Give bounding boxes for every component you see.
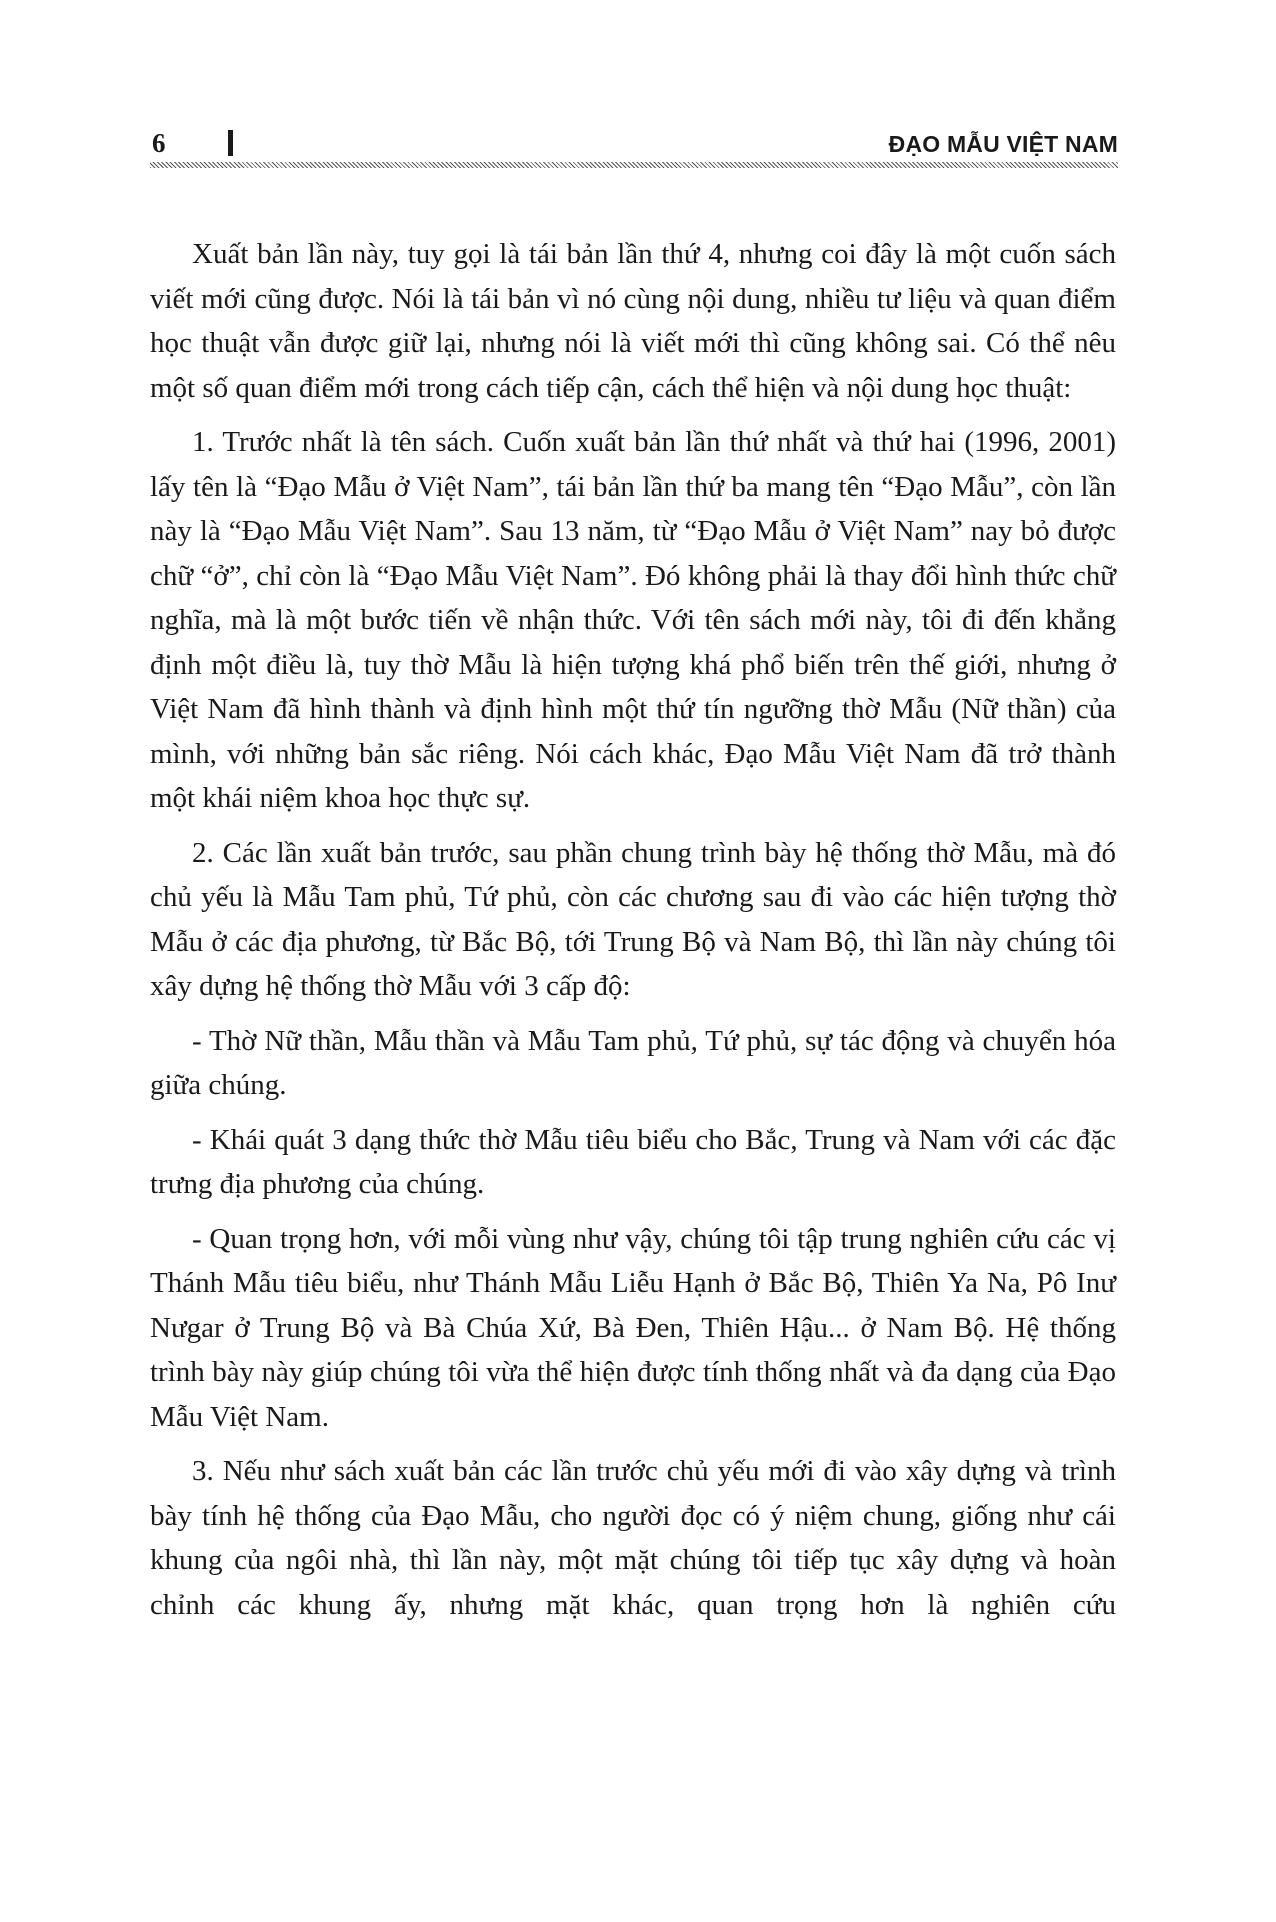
paragraph-intro: Xuất bản lần này, tuy gọi là tái bản lần thứ 4, nhưng coi đây là một cuốn sách viết mới cũng được. Nói là tái bản vì nó cùng nội dung, nhiều tư liệu và quan điểm học thuật vẫn được giữ lại, nhưng nói là viết mới thì cũng không sai. Có thể nêu một số quan điểm mới trong cách tiếp cận, cách thể hiện và nội dung học thuật: [150,238,1116,404]
paragraph-bullet-2: - Khái quát 3 dạng thức thờ Mẫu tiêu biểu cho Bắc, Trung và Nam với các đặc trưng địa phương của chúng. [150,1123,1116,1200]
paragraph-bullet-3: - Quan trọng hơn, với mỗi vùng như vậy, chúng tôi tập trung nghiên cứu các vị Thánh Mẫu tiêu biểu, như Thánh Mẫu Liễu Hạnh ở Bắc Bộ, Thiên Ya Na, Pô Inư Nưgar ở Trung Bộ và Bà Chúa Xứ, Bà Đen, Thiên Hậu... ở Nam Bộ. Hệ thống trình bày này giúp chúng tôi vừa thể hiện được tính thống nhất và đa dạng của Đạo Mẫu Việt Nam. [150,1222,1116,1433]
paragraph-point-3: 3. Nếu như sách xuất bản các lần trước chủ yếu mới đi vào xây dựng và trình bày tính hệ thống của Đạo Mẫu, cho người đọc có ý niệm chung, giống như cái khung của ngôi nhà, thì lần này, một mặt chúng tôi tiếp tục xây dựng và hoàn chỉnh các khung ấy, nhưng mặt khác, quan trọng hơn là nghiên cứu [150,1455,1116,1621]
page-number: 6 [152,128,166,158]
page-header [150,126,1118,166]
page-body [150,232,1116,1637]
paragraph-bullet-1: - Thờ Nữ thần, Mẫu thần và Mẫu Tam phủ, Tứ phủ, sự tác động và chuyển hóa giữa chúng. [150,1024,1116,1101]
header-divider-bar [228,130,233,156]
paragraph-point-2: 2. Các lần xuất bản trước, sau phần chung trình bày hệ thống thờ Mẫu, mà đó chủ yếu là Mẫu Tam phủ, Tứ phủ, còn các chương sau đi vào các hiện tượng thờ Mẫu ở các địa phương, từ Bắc Bộ, tới Trung Bộ và Nam Bộ, thì lần này chúng tôi xây dựng hệ thống thờ Mẫu với 3 cấp độ: [150,836,1116,1002]
running-title: ĐẠO MẪU VIỆT NAM [888,131,1118,157]
paragraph-point-1: 1. Trước nhất là tên sách. Cuốn xuất bản lần thứ nhất và thứ hai (1996, 2001) lấy tên là “Đạo Mẫu ở Việt Nam”, tái bản lần thứ ba mang tên “Đạo Mẫu”, còn lần này là “Đạo Mẫu Việt Nam”. Sau 13 năm, từ “Đạo Mẫu ở Việt Nam” nay bỏ được chữ “ở”, chỉ còn là “Đạo Mẫu Việt Nam”. Đó không phải là thay đổi hình thức chữ nghĩa, mà là một bước tiến về nhận thức. Với tên sách mới này, tôi đi đến khẳng định một điều là, tuy thờ Mẫu là hiện tượng khá phổ biến trên thế giới, nhưng ở Việt Nam đã hình thành và định hình một thứ tín ngưỡng thờ Mẫu (Nữ thần) của mình, với những bản sắc riêng. Nói cách khác, Đạo Mẫu Việt Nam đã trở thành một khái niệm khoa học thực sự. [150,426,1116,814]
header-rule [150,162,1118,168]
